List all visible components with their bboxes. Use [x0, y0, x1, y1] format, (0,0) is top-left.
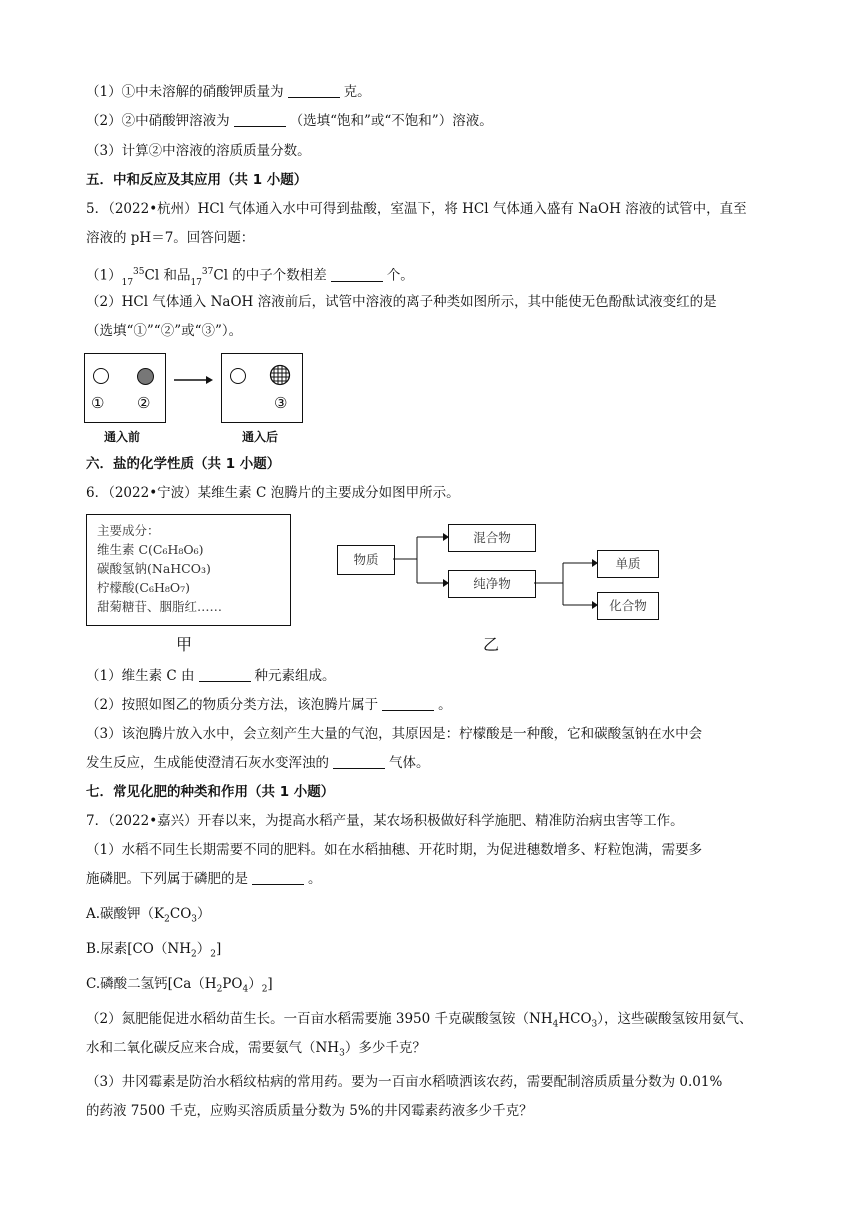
- q6-stem: 6．（2022•宁波）某维生素 C 泡腾片的主要成分如图甲所示。: [86, 485, 460, 501]
- ingredient-list: [97, 521, 222, 616]
- node-mixture: 混合物: [448, 524, 536, 552]
- q7-stem: 7．（2022•嘉兴）开春以来，为提高水稻产量，某农场积极做好科学施肥、精准防治病虫害等工作。: [86, 813, 684, 829]
- arrow-icon: [172, 373, 214, 387]
- q5-part1-post: Cl 的中子个数相差: [213, 267, 327, 284]
- q6-part2-tail: 。: [438, 697, 452, 713]
- q7-part2-line1: （2）氮肥能促进水稻幼苗生长。一百亩水稻需要施 3950 千克碳酸氢铵$(NH_4HCO_3)$，这些碳酸氢铵用氨气、: [86, 1011, 753, 1030]
- ion-circle-filled: [137, 368, 154, 385]
- answer-blank[interactable]: [331, 267, 383, 282]
- q7-part2-line2: 水和二氧化碳反应来合成，需要氨气$(NH_3)$多少千克？: [86, 1040, 426, 1059]
- caption-yi: 乙: [483, 635, 500, 654]
- q6-part2: [86, 695, 452, 715]
- answer-blank[interactable]: [382, 696, 434, 711]
- section-6-heading: 六．盐的化学性质（共 1 小题）: [86, 456, 281, 472]
- node-substance: 物质: [337, 545, 395, 575]
- answer-blank[interactable]: [252, 870, 304, 885]
- ion-circle-empty: [93, 368, 109, 384]
- ingredient-line: 甜菊糖苷、胭脂红……: [97, 599, 223, 614]
- q6-part3-line2: [86, 753, 430, 773]
- q6-part1-tail: 种元素组成。: [254, 668, 336, 684]
- q6-part3-tail: 气体。: [389, 755, 430, 771]
- option-b: B.尿素$[CO(NH_2)_2]$: [86, 941, 222, 960]
- ion-circle-grid: [269, 364, 291, 386]
- ingredient-line: 维生素 C(C₆H₈O₆): [97, 542, 204, 557]
- q4-part2-tail: （选填“饱和”或“不饱和”）溶液。: [289, 113, 493, 129]
- ion-box-after: [221, 353, 303, 423]
- node-element: 单质: [597, 550, 659, 578]
- ion-circle-empty: [230, 368, 246, 384]
- ingredient-line: 柠檬酸(C₆H₈O₇): [97, 580, 190, 595]
- caption-after: 通入后: [242, 430, 279, 444]
- q4-part1: [86, 82, 371, 102]
- answer-blank[interactable]: [234, 112, 286, 127]
- section-5-heading: 五．中和反应及其应用（共 1 小题）: [86, 172, 308, 188]
- ion-box-before: [84, 353, 166, 423]
- label-1: ①: [91, 394, 105, 412]
- answer-blank[interactable]: [288, 83, 340, 98]
- option-c: C.磷酸二氢钙$[Ca(H_2PO_4)_2]$: [86, 976, 273, 995]
- q6-part1-text: （1）维生素 C 由: [86, 668, 195, 684]
- section-7-heading: 七．常见化肥的种类和作用（共 1 小题）: [86, 784, 335, 800]
- q4-part3: （3）计算②中溶液的溶质质量分数。: [86, 143, 311, 159]
- label-3: ③: [274, 394, 288, 412]
- node-compound: 化合物: [597, 592, 659, 620]
- label-2: ②: [137, 394, 151, 412]
- q5-part1-tail: 个。: [386, 267, 414, 284]
- q4-part2: [86, 111, 493, 131]
- q5-part1-prefix: （1）: [86, 267, 122, 284]
- q7-part1-line1: （1）水稻不同生长期需要不同的肥料。如在水稻抽穗、开花时期，为促进穗数增多、籽粒饱满，需要多: [86, 842, 703, 858]
- q7-part3-line2: 的药液 7500 千克，应购买溶质质量分数为 5%的井冈霉素药液多少千克？: [86, 1103, 533, 1119]
- option-a: A.碳酸钾$(K_2CO_3)$: [86, 906, 211, 925]
- q5-part1: $(1)_{17}^{35}Cl$ 和品$_{17}^{37}$Cl 的中子个数相差 个。: [86, 267, 414, 289]
- q7-part3-line1: （3）井冈霉素是防治水稻纹枯病的常用药。要为一百亩水稻喷洒该农药，需要配制溶质质量分数为 0.01%: [86, 1074, 723, 1090]
- q6-part2-text: （2）按照如图乙的物质分类方法，该泡腾片属于: [86, 697, 379, 713]
- ingredient-line: 碳酸氢钠(NaHCO₃): [97, 561, 211, 576]
- ingredient-box: [86, 514, 291, 626]
- answer-blank[interactable]: [199, 667, 251, 682]
- ingredient-line: 主要成分：: [97, 523, 160, 538]
- node-pure: 纯净物: [448, 570, 536, 598]
- q4-part1-text: （1）①中未溶解的硝酸钾质量为: [86, 84, 284, 100]
- q6-part3-line1: （3）该泡腾片放入水中，会立刻产生大量的气泡，其原因是：柠檬酸是一种酸，它和碳酸氢钠在水中会: [86, 726, 703, 742]
- q4-part1-tail: 克。: [343, 84, 371, 100]
- q5-stem-line1: 5．（2022•杭州）HCl 气体通入水中可得到盐酸，室温下，将 HCl 气体通入盛有 NaOH 溶液的试管中，直至: [86, 201, 747, 217]
- answer-blank[interactable]: [333, 754, 385, 769]
- caption-jia: 甲: [176, 635, 193, 654]
- caption-before: 通入前: [104, 430, 141, 444]
- q7-part1-line2: [86, 869, 322, 889]
- q5-part2-line2: （选填“①”“②”或“③”）。: [86, 323, 243, 339]
- q6-part1: [86, 666, 336, 686]
- q6-part3-text: 发生反应，生成能使澄清石灰水变浑浊的: [86, 755, 329, 771]
- classification-arrows: [393, 530, 599, 612]
- q7-part1-text: 施磷肥。下列属于磷肥的是: [86, 871, 248, 887]
- q5-stem-line2: 溶液的 pH＝7。回答问题：: [86, 230, 255, 246]
- q4-part2-text: （2）②中硝酸钾溶液为: [86, 113, 230, 129]
- q7-part1-tail: 。: [308, 871, 322, 887]
- q5-part1-mid: Cl 和品: [144, 267, 191, 284]
- q5-part2-line1: （2）HCl 气体通入 NaOH 溶液前后，试管中溶液的离子种类如图所示，其中能使无色酚酞试液变红的是: [86, 294, 717, 310]
